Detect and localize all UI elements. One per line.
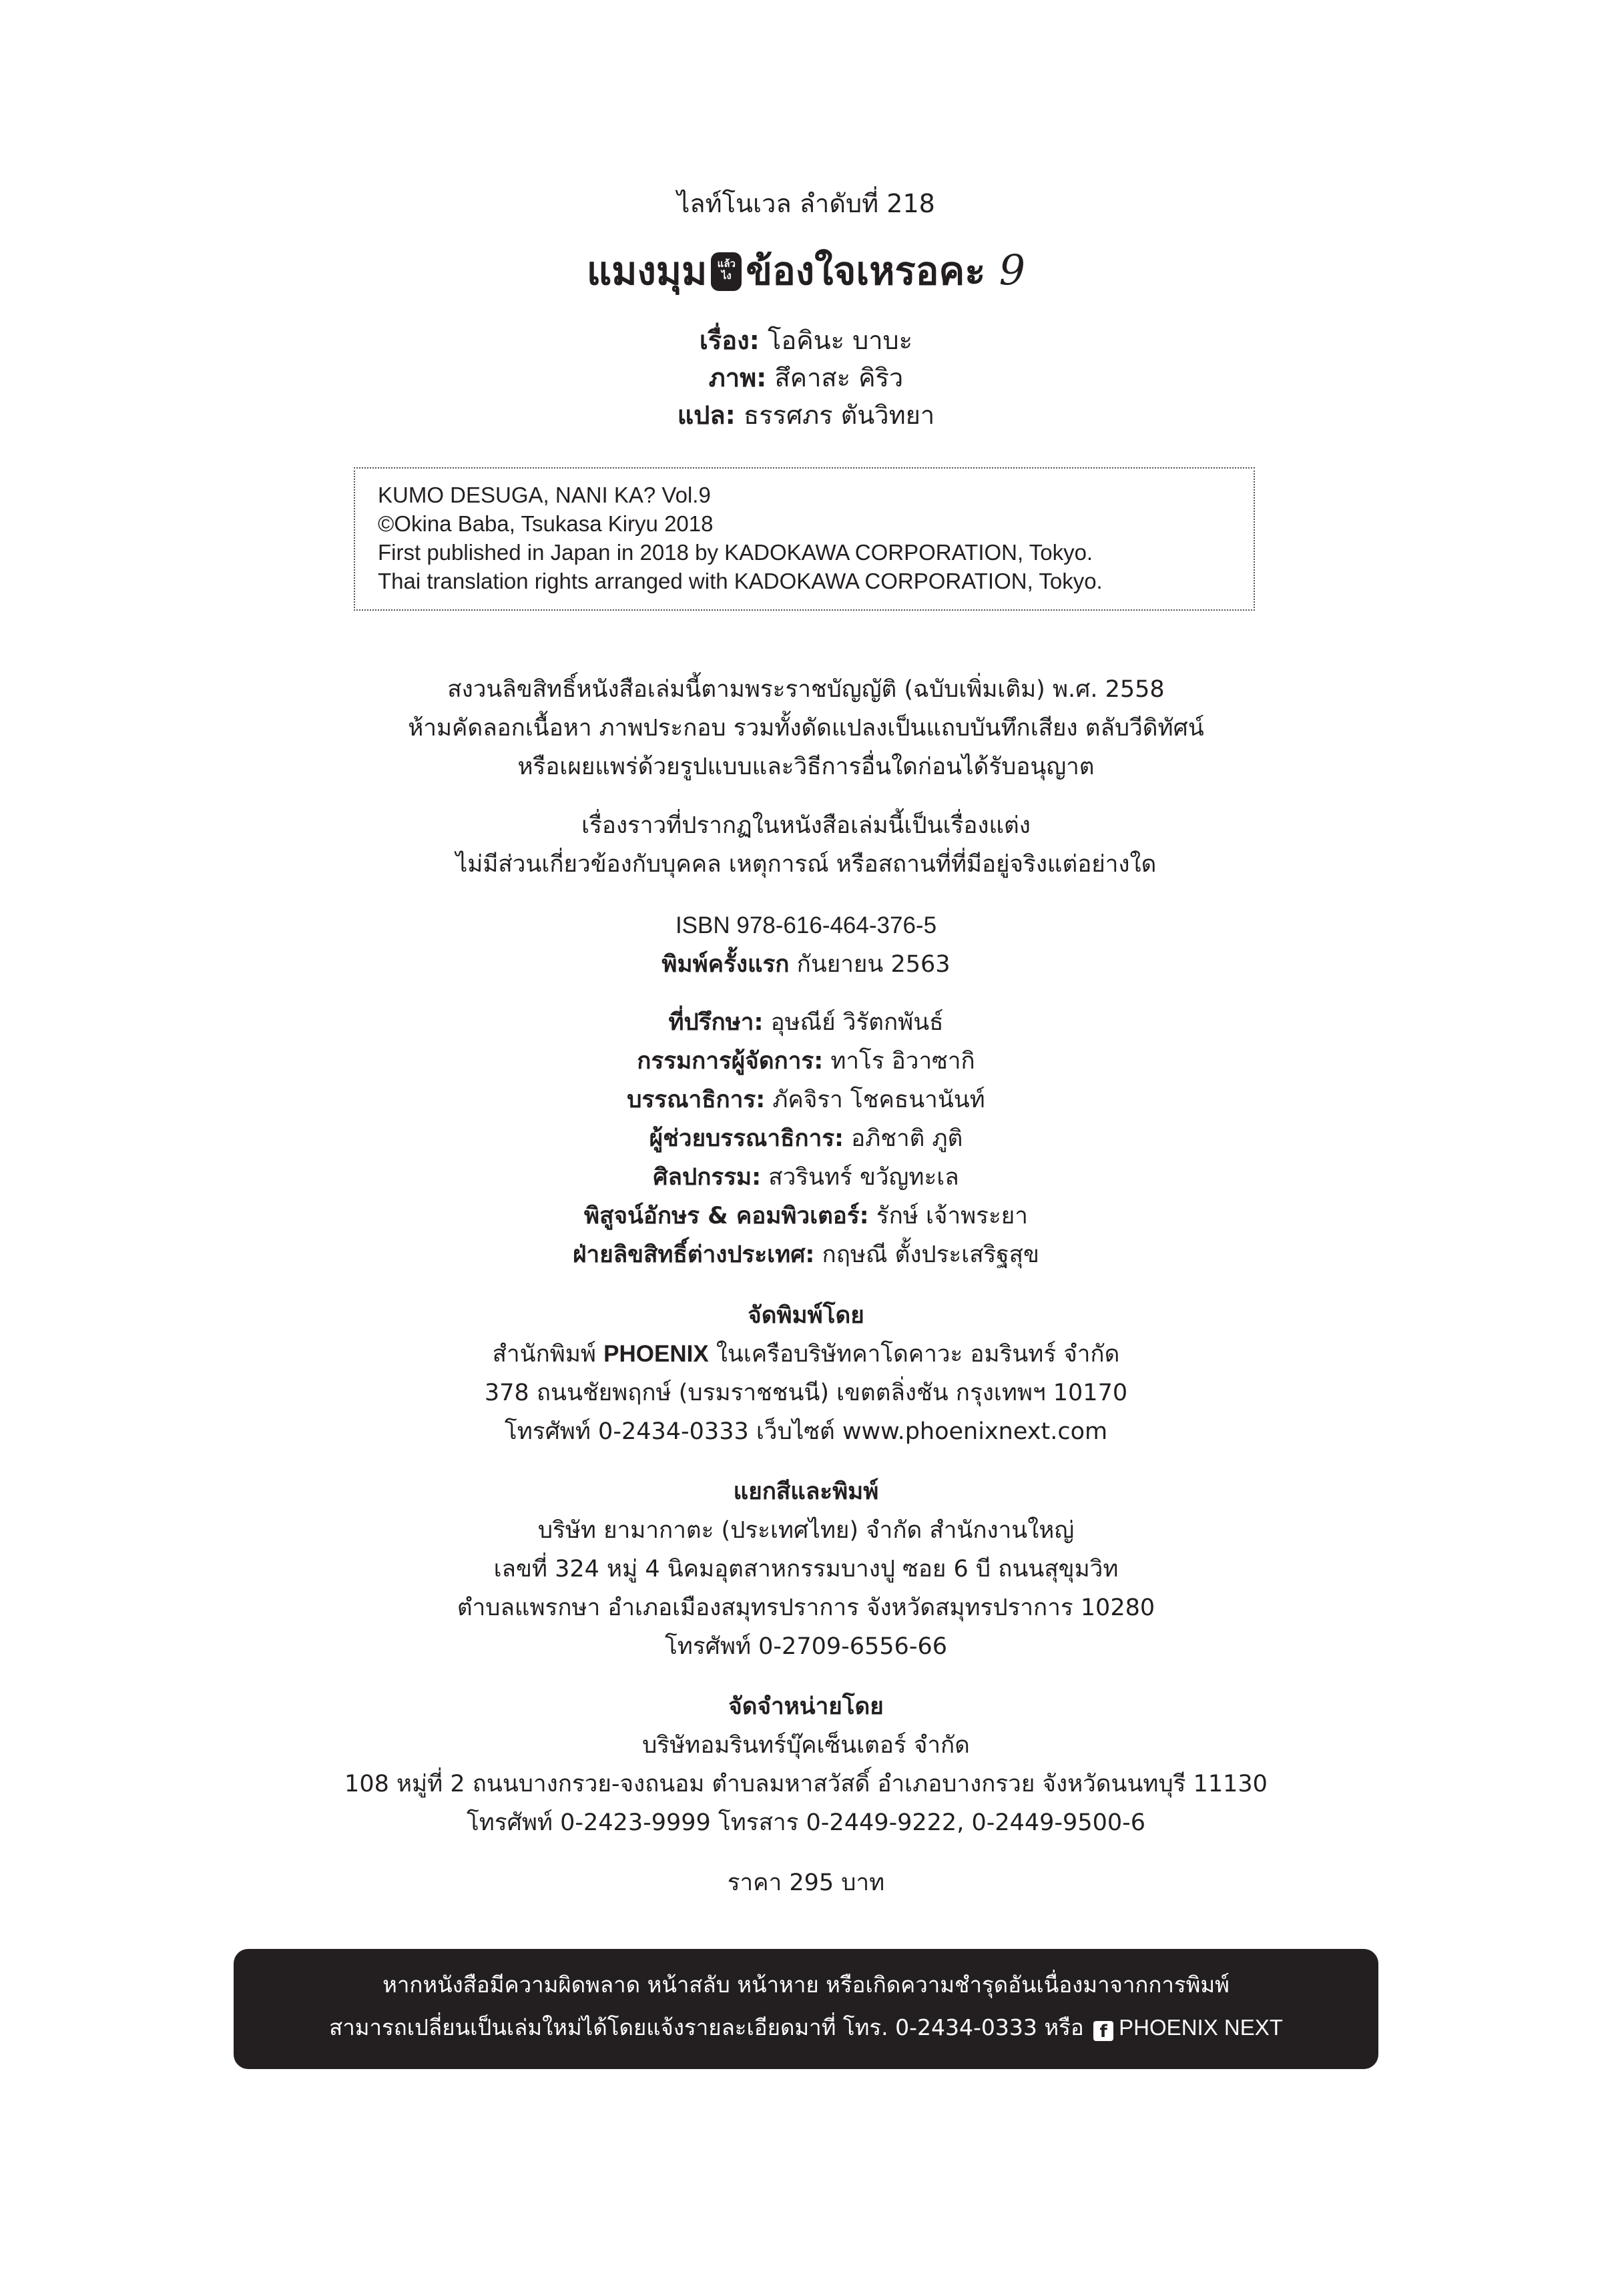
copyright-line: First published in Japan in 2018 by KADOKAWA CORPORATION, Tokyo. (378, 540, 1093, 565)
printer-line: บริษัท ยามากาตะ (ประเทศไทย) จำกัด สำนักงานใหญ่ (537, 1517, 1075, 1544)
credit-value: โอคินะ บาบะ (767, 326, 913, 355)
first-print-value: กันยายน 2563 (796, 951, 951, 978)
notice-brand: PHOENIX NEXT (1119, 2015, 1283, 2040)
copyright-line: KUMO DESUGA, NANI KA? Vol.9 (378, 483, 711, 507)
badge-top: แล้ว (717, 258, 736, 270)
credit-illustrator (0, 361, 1612, 394)
staff-label: พิสูจน์อักษร & คอมพิวเตอร์: (584, 1203, 869, 1229)
printer-line: ตำบลแพรกษา อำเภอเมืองสมุทรปราการ จังหวัดสมุทรปราการ 10280 (457, 1595, 1155, 1621)
price: ราคา 295 บาท (727, 1870, 885, 1896)
staff-value: ภัคจิรา โชคธนานันท์ (772, 1087, 985, 1113)
printer-heading: แยกสีและพิมพ์ (733, 1478, 879, 1505)
staff-value: อุษณีย์ วิรัตกพันธ์ (770, 1009, 944, 1036)
distributor-line: โทรศัพท์ 0-2423-9999 โทรสาร 0-2449-9222, 0-2449-9500-6 (466, 1809, 1146, 1836)
credit-author (0, 324, 1612, 357)
title-part2: ข้องใจเหรอคะ (746, 248, 986, 294)
staff-line (0, 1161, 1612, 1194)
defect-notice-banner (234, 1949, 1378, 2069)
credit-value: สึคาสะ คิริว (774, 363, 904, 392)
fiction-line: เรื่องราวที่ปรากฏในหนังสือเล่มนี้เป็นเรื่องแต่ง (581, 812, 1031, 839)
printer-line: เลขที่ 324 หมู่ 4 นิคมอุตสาหกรรมบางปู ซอย 6 บี ถนนสุขุมวิท (493, 1556, 1119, 1583)
staff-value: ทาโร อิวาซากิ (830, 1048, 975, 1075)
publisher-suffix: ในเครือบริษัทคาโดคาวะ อมรินทร์ จำกัด (716, 1341, 1120, 1368)
credit-translator (0, 398, 1612, 432)
fiction-line: ไม่มีส่วนเกี่ยวข้องกับบุคคล เหตุการณ์ หรือสถานที่ที่มีอยู่จริงแต่อย่างใด (455, 851, 1157, 878)
publisher-address: 378 ถนนชัยพฤกษ์ (บรมราชชนนี) เขตตลิ่งชัน กรุงเทพฯ 10170 (484, 1380, 1128, 1406)
staff-value: กฤษณี ตั้งประเสริฐสุข (822, 1241, 1039, 1268)
distributor-line: บริษัทอมรินทร์บุ๊คเซ็นเตอร์ จำกัด (642, 1732, 970, 1759)
series-line: ไลท์โนเวล ลำดับที่ 218 (677, 189, 935, 218)
staff-line (0, 1238, 1612, 1271)
publisher-prefix: สำนักพิมพ์ (492, 1341, 596, 1368)
publisher-brand: PHOENIX (603, 1341, 709, 1367)
credit-label: เรื่อง: (699, 326, 760, 355)
staff-label: ศิลปกรรม: (653, 1164, 762, 1191)
staff-value: อภิชาติ ภูติ (851, 1125, 963, 1152)
first-print-label: พิมพ์ครั้งแรก (661, 951, 790, 978)
legal-line: ห้ามคัดลอกเนื้อหา ภาพประกอบ รวมทั้งดัดแปลงเป็นแถบบันทึกเสียง ตลับวีดิทัศน์ (408, 715, 1204, 742)
credit-label: แปล: (677, 400, 736, 430)
distributor-line: 108 หมู่ที่ 2 ถนนบางกรวย-จงถนอม ตำบลมหาสวัสดิ์ อำเภอบางกรวย จังหวัดนนทบุรี 11130 (344, 1771, 1268, 1797)
first-print (0, 948, 1612, 981)
distributor-heading: จัดจำหน่ายโดย (728, 1693, 884, 1720)
badge-bottom: ไง (721, 270, 732, 282)
staff-value: สวรินทร์ ขวัญทะเล (768, 1164, 959, 1191)
credit-label: ภาพ: (708, 363, 767, 392)
publisher-heading: จัดพิมพ์โดย (748, 1302, 864, 1329)
title-badge (711, 252, 742, 291)
staff-label: ฝ่ายลิขสิทธิ์ต่างประเทศ: (573, 1241, 815, 1268)
volume-number: 9 (999, 246, 1026, 294)
staff-line (0, 1045, 1612, 1078)
staff-line (0, 1122, 1612, 1155)
copyright-box (354, 467, 1255, 611)
legal-line: หรือเผยแพร่ด้วยรูปแบบและวิธีการอื่นใดก่อนได้รับอนุญาต (517, 754, 1095, 780)
staff-label: กรรมการผู้จัดการ: (637, 1048, 824, 1075)
staff-line (0, 1199, 1612, 1233)
legal-line: สงวนลิขสิทธิ์หนังสือเล่มนี้ตามพระราชบัญญัติ (ฉบับเพิ่มเติม) พ.ศ. 2558 (447, 676, 1165, 703)
notice-line: หากหนังสือมีความผิดพลาด หน้าสลับ หน้าหาย หรือเกิดความชำรุดอันเนื่องมาจากการพิมพ์ (382, 1972, 1230, 1998)
title-part1: แมงมุม (586, 248, 708, 294)
isbn: ISBN 978-616-464-376-5 (675, 912, 937, 938)
publisher-contact: โทรศัพท์ 0-2434-0333 เว็บไซต์ www.phoenixnext.com (504, 1418, 1108, 1445)
facebook-icon: f (1093, 2021, 1113, 2041)
notice-text: สามารถเปลี่ยนเป็นเล่มใหม่ได้โดยแจ้งรายละเอียดมาที่ โทร. 0-2434-0333 หรือ (329, 2014, 1084, 2040)
staff-label: ผู้ช่วยบรรณาธิการ: (649, 1125, 844, 1152)
notice-line (234, 2006, 1378, 2049)
copyright-line: Thai translation rights arranged with KADOKAWA CORPORATION, Tokyo. (378, 569, 1103, 593)
staff-label: ที่ปรึกษา: (668, 1009, 764, 1036)
staff-value: รักษ์ เจ้าพระยา (876, 1203, 1028, 1229)
copyright-line: ©Okina Baba, Tsukasa Kiryu 2018 (378, 511, 714, 536)
staff-line (0, 1006, 1612, 1039)
printer-line: โทรศัพท์ 0-2709-6556-66 (665, 1633, 947, 1660)
staff-label: บรรณาธิการ: (627, 1087, 766, 1113)
credit-value: ธรรศภร ตันวิทยา (743, 400, 935, 430)
publisher-line (0, 1338, 1612, 1371)
staff-line (0, 1083, 1612, 1117)
book-title (0, 244, 1612, 298)
